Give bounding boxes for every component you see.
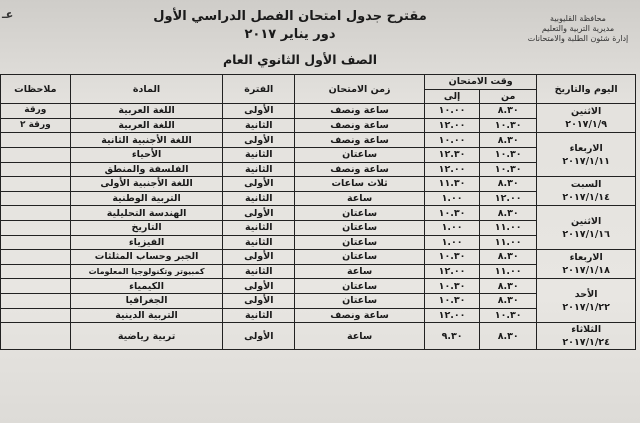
- notes-cell: [1, 162, 71, 177]
- table-row: [1, 279, 636, 294]
- subject-cell: اللغة الأجنبية الثانية: [70, 133, 223, 148]
- time-to-cell: ١٠.٣٠: [425, 293, 480, 308]
- time-to-cell: ١.٠٠: [425, 220, 480, 235]
- duration-cell: ساعة: [295, 264, 425, 279]
- day-date: ٢٠١٧/١/١٤: [562, 192, 610, 204]
- table-row: [1, 133, 636, 148]
- day-date-cell: [537, 133, 636, 177]
- notes-cell: [1, 235, 71, 250]
- ministry-line: مديرية التربية والتعليم: [541, 24, 615, 33]
- time-from-cell: ١٠.٣٠: [480, 147, 537, 162]
- time-from-cell: ١٢.٠٠: [480, 191, 537, 206]
- day-name: الاثنين: [571, 106, 602, 118]
- time-to-cell: ٩.٣٠: [425, 323, 480, 350]
- subject-cell: الأحياء: [70, 147, 223, 162]
- header-subject: المادة: [70, 75, 223, 104]
- day-date: ٢٠١٧/١/١٨: [562, 265, 610, 277]
- duration-cell: ثلاث ساعات: [295, 177, 425, 192]
- time-from-cell: ٨.٣٠: [480, 293, 537, 308]
- duration-cell: ساعة ونصف: [295, 162, 425, 177]
- time-to-cell: ١٢.٠٠: [425, 308, 480, 323]
- subject-cell: الفيزياء: [70, 235, 223, 250]
- duration-cell: ساعتان: [295, 235, 425, 250]
- period-cell: الثانية: [223, 264, 295, 279]
- notes-cell: [1, 147, 71, 162]
- time-to-cell: ١٠.٣٠: [425, 279, 480, 294]
- notes-cell: [1, 250, 71, 265]
- notes-cell: ورقة ٢: [1, 118, 71, 133]
- time-from-cell: ٨.٣٠: [480, 323, 537, 350]
- time-from-cell: ١١.٠٠: [480, 235, 537, 250]
- subject-cell: اللغة العربية: [70, 118, 223, 133]
- notes-cell: [1, 323, 71, 350]
- duration-cell: ساعة ونصف: [295, 118, 425, 133]
- table-row: [1, 323, 636, 350]
- time-to-cell: ١٠.٠٠: [425, 104, 480, 119]
- day-date-cell: [537, 250, 636, 279]
- period-cell: الثانية: [223, 118, 295, 133]
- notes-cell: [1, 220, 71, 235]
- day-name: الثلاثاء: [571, 324, 602, 336]
- time-from-cell: ٨.٣٠: [480, 279, 537, 294]
- day-date: ٢٠١٧/١/٢٤: [562, 337, 610, 349]
- ministry-line: محافظة القليوبية: [550, 14, 606, 23]
- time-from-cell: ١١.٠٠: [480, 220, 537, 235]
- notes-cell: [1, 308, 71, 323]
- time-from-cell: ٨.٣٠: [480, 250, 537, 265]
- grade-heading: الصف الأول الثانوي العام: [222, 52, 378, 67]
- period-cell: الثانية: [223, 162, 295, 177]
- time-from-cell: ٨.٣٠: [480, 104, 537, 119]
- subject-cell: الفلسفة والمنطق: [70, 162, 223, 177]
- subject-cell: الهندسة التحليلية: [70, 206, 223, 221]
- header-time: وقت الامتحان: [425, 75, 537, 90]
- time-to-cell: ١٢.٣٠: [425, 147, 480, 162]
- header-day: اليوم والتاريخ: [537, 75, 636, 104]
- day-name: الاربعاء: [569, 252, 603, 264]
- time-to-cell: ١٠.٣٠: [425, 206, 480, 221]
- duration-cell: ساعة ونصف: [295, 133, 425, 148]
- duration-cell: ساعة: [295, 323, 425, 350]
- header-notes: ملاحظات: [1, 75, 71, 104]
- title-line-2: دور يناير ٢٠١٧: [244, 27, 336, 42]
- day-date-cell: [537, 323, 636, 350]
- duration-cell: ساعتان: [295, 206, 425, 221]
- time-from-cell: ٨.٣٠: [480, 133, 537, 148]
- day-date: ٢٠١٧/١/٢٢: [562, 301, 610, 313]
- time-to-cell: ١١.٣٠: [425, 177, 480, 192]
- subject-cell: كمبيوتر وتكنولوجيا المعلومات: [70, 264, 223, 279]
- period-cell: الأولى: [223, 206, 295, 221]
- duration-cell: ساعة ونصف: [295, 308, 425, 323]
- day-date-cell: [537, 206, 636, 250]
- time-to-cell: ١٢.٠٠: [425, 118, 480, 133]
- subject-cell: اللغة الأجنبية الأولى: [70, 177, 223, 192]
- period-cell: الأولى: [223, 133, 295, 148]
- day-date: ٢٠١٧/١/٩: [565, 119, 607, 131]
- time-from-cell: ١١.٠٠: [480, 264, 537, 279]
- header-period: الفترة: [223, 75, 295, 104]
- subject-cell: الجبر وحساب المثلثات: [70, 250, 223, 265]
- notes-cell: [1, 133, 71, 148]
- day-date-cell: [537, 177, 636, 206]
- period-cell: الثانية: [223, 235, 295, 250]
- subject-cell: الكيمياء: [70, 279, 223, 294]
- period-cell: الأولى: [223, 177, 295, 192]
- table-row: [1, 104, 636, 119]
- day-date: ٢٠١٧/١/١١: [562, 155, 610, 167]
- table-row: [1, 177, 636, 192]
- notes-cell: [1, 293, 71, 308]
- period-cell: الأولى: [223, 293, 295, 308]
- period-cell: الثانية: [223, 147, 295, 162]
- time-to-cell: ١٢.٠٠: [425, 264, 480, 279]
- day-date-cell: [537, 104, 636, 133]
- subject-cell: التاريخ: [70, 220, 223, 235]
- period-cell: الأولى: [223, 104, 295, 119]
- day-name: الأحد: [574, 288, 598, 300]
- duration-cell: ساعتان: [295, 250, 425, 265]
- header-to: إلى: [425, 89, 480, 104]
- ministry-heading: [522, 14, 634, 44]
- subject-cell: التربية الوطنية: [70, 191, 223, 206]
- left-logo: عـ: [2, 8, 14, 21]
- time-to-cell: ١.٠٠: [425, 235, 480, 250]
- table-row: [1, 250, 636, 265]
- schedule-body: [1, 104, 636, 350]
- time-to-cell: ١٠.٣٠: [425, 250, 480, 265]
- notes-cell: [1, 264, 71, 279]
- time-to-cell: ١٢.٠٠: [425, 162, 480, 177]
- subject-cell: اللغة العربية: [70, 104, 223, 119]
- duration-cell: ساعتان: [295, 220, 425, 235]
- notes-cell: [1, 279, 71, 294]
- time-to-cell: ١.٠٠: [425, 191, 480, 206]
- period-cell: الثانية: [223, 220, 295, 235]
- time-from-cell: ٨.٣٠: [480, 206, 537, 221]
- subject-cell: التربية الدينية: [70, 308, 223, 323]
- period-cell: الثانية: [223, 191, 295, 206]
- duration-cell: ساعة: [295, 191, 425, 206]
- time-from-cell: ١٠.٣٠: [480, 308, 537, 323]
- document-title: [110, 8, 470, 44]
- duration-cell: ساعتان: [295, 279, 425, 294]
- period-cell: الأولى: [223, 279, 295, 294]
- day-name: السبت: [570, 179, 602, 191]
- title-line-1: مقترح جدول امتحان الفصل الدراسي الأول: [153, 9, 427, 24]
- day-date-cell: [537, 279, 636, 323]
- subject-cell: الجغرافيا: [70, 293, 223, 308]
- period-cell: الأولى: [223, 323, 295, 350]
- day-name: الاربعاء: [569, 142, 603, 154]
- time-from-cell: ٨.٣٠: [480, 177, 537, 192]
- period-cell: الأولى: [223, 250, 295, 265]
- duration-cell: ساعتان: [295, 293, 425, 308]
- duration-cell: ساعة ونصف: [295, 104, 425, 119]
- duration-cell: ساعتان: [295, 147, 425, 162]
- time-from-cell: ١٠.٣٠: [480, 118, 537, 133]
- subject-cell: تربية رياضية: [70, 323, 223, 350]
- table-row: [1, 206, 636, 221]
- notes-cell: ورقة: [1, 104, 71, 119]
- time-from-cell: ١٠.٣٠: [480, 162, 537, 177]
- notes-cell: [1, 206, 71, 221]
- day-date: ٢٠١٧/١/١٦: [562, 228, 610, 240]
- header-duration: زمن الامتحان: [295, 75, 425, 104]
- notes-cell: [1, 177, 71, 192]
- day-name: الاثنين: [571, 215, 602, 227]
- time-to-cell: ١٠.٠٠: [425, 133, 480, 148]
- header-from: من: [480, 89, 537, 104]
- exam-schedule-table: [0, 74, 636, 350]
- ministry-line: إدارة شئون الطلبة والامتحانات: [527, 34, 629, 43]
- period-cell: الثانية: [223, 308, 295, 323]
- notes-cell: [1, 191, 71, 206]
